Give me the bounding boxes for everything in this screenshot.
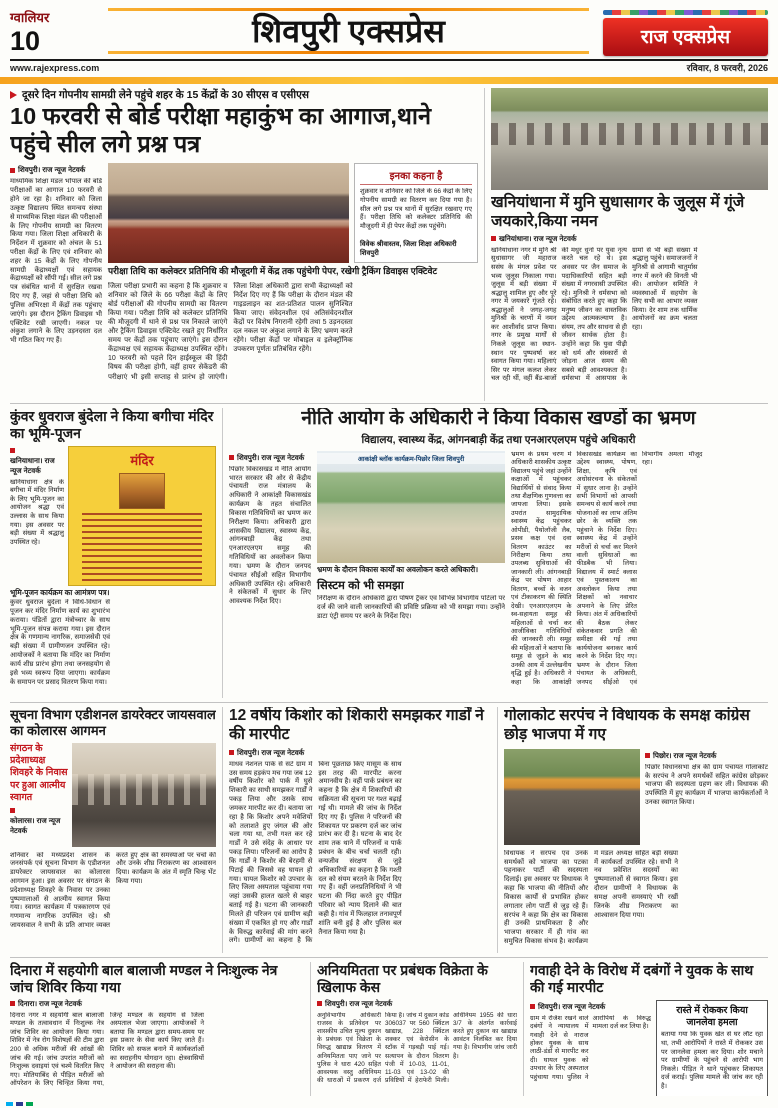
row-divider (10, 403, 768, 404)
muni-byline: खनियांधाना। राज न्यूज नेटवर्क (491, 234, 768, 244)
suchna-byline: कोलारस। राज न्यूज नेटवर्क (10, 808, 68, 836)
story-golakot-sarpanch (504, 707, 768, 953)
kicker-arrow-icon (10, 91, 17, 99)
byline-bullet-icon (10, 1001, 15, 1006)
poster-text-lines (82, 513, 202, 581)
header-rule-bar (0, 77, 778, 84)
quote-box-body: शुक्रवार व शनिवार को जिले के 66 केंद्रों के लिए गोपनीय सामग्री का वितरण कर दिया गया है। सील लगे प्रश्न पत्र थानों में सुरक्षित रखवाए गए हैं। परीक्षा तिथि को कलेक्टर प्रतिनिधि की मौजूदगी में ही पेपर केंद्रों तक पहुंचेंगे। (360, 188, 472, 230)
byline-bullet-icon (229, 455, 234, 460)
lead-main (10, 163, 478, 397)
city-block (10, 6, 94, 56)
lead-col1-text: माध्यमिक शिक्षा मंडल भोपाल की बोर्ड परीक्षाओं का आगाज 10 फरवरी से होने जा रहा है। शनिवार को जिला उत्कृष्ट विद्यालय स्थित समन्वय संस्था से माध्यमिक शिक्षा मंडल की परीक्षाओं के लिए गोपनीय सामग्री का वितरण किया गया। जिला शिक्षा अधिकारी के निर्देशन में शुक्रवार को अंचल के 51 परीक्षा केंद्रों के लिए एवं शनिवार को शहर के 15 केंद्रों के लिए गोपनीय सामग्री केंद्राध्यक्षों एवं सहायक केंद्राध्यक्षों को सौंपी गई। सील लगे प्रश्न पत्र संबंधित थानों में सुरक्षित रखवा दिए गए हैं, जहां से परीक्षा तिथि को पुलिस अभिरक्षा में केंद्रों तक पहुंचाए जाएंगे। इस दौरान ट्रैकिंग डिवाइस भी एक्टिवेट रखी जाएगी। नकल पर अंकुश लगाने के लिए उड़नदस्ता दल भी गठित किए गए हैं। (10, 178, 102, 345)
aniyam-body-text: अनुविभागीय अधिकारी राजस्व के प्रतिवेदन पर शासकीय उचित मूल्य दुकान के प्रबंधक एवं विक्रेता के विरुद्ध खाद्यान्न वितरण में अनियमितता पाए जाने पर पुलिस ने धारा 420 सहित आवश्यक वस्तु अधिनियम की धाराओं में प्रकरण दर्ज किया है। जांच में दुकान कोड 306037 पर 560 क्विंटल खाद्यान्न, 228 क्विंटल शक्कर एवं केरोसीन के स्टॉक में गड़बड़ी पाई गई। सत्यापन के दौरान वितरण पंजी में 10-03, 11-01, 11-03 एवं 13-02 की प्रविष्टियों में हेराफेरी मिली। अधिनियम 1955 की धारा 3/7 के अंतर्गत कार्रवाई करते हुए दुकान का खाद्यान्न आवंटन निलंबित कर दिया गया है। विभागीय जांच जारी है। (317, 1011, 517, 1085)
lead-right-area (108, 163, 478, 397)
page-header (10, 6, 768, 56)
website-url: www.rajexpress.com (10, 62, 100, 73)
dinara-body-text: दिनारा नगर में सहयोगी बाल बालाजी मण्डल के तत्वावधान में निःशुल्क नेत्र जांच शिविर का आयोजन किया गया। शिविर में नेत्र रोग विशेषज्ञों की टीम द्वारा 200 से अधिक मरीजों की आंखों की जांच की गई। जांच उपरांत मरीजों को निःशुल्क दवाइयां एवं चश्मे वितरित किए गए। मोतियाबिंद से पीड़ित मरीजों को ऑपरेशन के लिए चिन्हित किया गया, जिन्हें मण्डल के सहयोग से जिला अस्पताल भेजा जाएगा। आयोजकों ने बताया कि मण्डल द्वारा समय-समय पर इस प्रकार के सेवा कार्य किए जाते हैं। शिविर को सफल बनाने में कार्यकर्ताओं का सराहनीय योगदान रहा। क्षेत्रवासियों ने आयोजन की सराहना की। (10, 1011, 204, 1088)
kishor-headline: 12 वर्षीय किशोर को शिकारी समझकर गार्डों ने की मारपीट (229, 707, 484, 743)
brand-dots-icon (603, 10, 768, 15)
suchna-mid (10, 743, 216, 849)
story-niti-aayog (229, 408, 768, 698)
byline-bullet-icon (317, 1001, 322, 1006)
byline-bullet-icon (10, 448, 15, 453)
masthead-title: शिवपुरी एक्सप्रेस (252, 12, 445, 49)
golakot-side-column (645, 749, 768, 847)
photo-label: आकांक्षी ब्लॉक कार्यक्रम-पिछोर जिला शिवपुरी (317, 453, 505, 464)
masthead-bottom-bar (108, 51, 589, 54)
gawahi-mid (530, 1000, 768, 1096)
row-divider (10, 957, 768, 958)
gawahi-left-column (530, 1000, 651, 1096)
byline-bullet-icon (491, 236, 496, 241)
byline-bullet-icon (10, 808, 15, 813)
print-marks-icon (6, 1102, 33, 1106)
highlight-box (656, 1000, 768, 1096)
golakot-headline: गोलाकोट सरपंच ने विधायक के समक्ष कांग्रेस छोड़ भाजपा में गए (504, 707, 750, 743)
story-netra-shivir (10, 962, 304, 1096)
column-divider (222, 408, 223, 698)
column-divider (523, 962, 524, 1096)
muni-body-text: खनियांधाना नगर में मुनि श्री सुधासागर जी महाराज ससंघ के मंगल प्रवेश पर भव्य जुलूस निकाला गया। जुलूस में बड़ी संख्या में श्रद्धालु शामिल हुए और पूरे नगर में जयकारे गूंजते रहे। श्रद्धालुओं ने जगह-जगह मुनिश्री के चरणों में नमन कर आशीर्वाद प्राप्त किया। नगर के प्रमुख मार्गों से निकले जुलूस का स्थान-स्थान पर पुष्पवर्षा कर स्वागत किया गया। महिलाएं सिर पर मंगल कलश लेकर चल रही थीं, वहीं बैंड-बाजों की मधुर धुनों पर युवा नृत्य करते चल रहे थे। इस अवसर पर जैन समाज के पदाधिकारियों सहित बड़ी संख्या में नगरवासी उपस्थित रहे। मुनिश्री ने धर्मसभा को संबोधित करते हुए कहा कि मनुष्य जीवन का वास्तविक उद्देश्य आत्मकल्याण है। संयम, तप और साधना से ही जीवन सार्थक होता है। उन्होंने कहा कि युवा पीढ़ी को धर्म और संस्कारों से जोड़ना आज समय की सबसे बड़ी आवश्यकता है। धर्मसभा में आसपास के ग्रामों से भी बड़ी संख्या में श्रद्धालु पहुंचे। समाजजनों ने मुनिश्री से आगामी चातुर्मास नगर में करने की विनती भी की। आयोजन समिति ने व्यवस्थाओं में सहयोग के लिए सभी का आभार व्यक्त किया। देर शाम तक धार्मिक आयोजनों का क्रम चलता रहा। (491, 246, 698, 383)
lead-headline: 10 फरवरी से बोर्ड परीक्षा महाकुंभ का आगाज,थाने पहुंचे सील लगे प्रश्न पत्र (10, 103, 432, 158)
byline-bullet-icon (645, 753, 650, 758)
muni-headline: खनियांधाना में मुनि सुधासागर के जुलूस में गूंजे जयकारे,किया नमन (491, 194, 745, 230)
row-divider (10, 702, 768, 703)
story-gawahi-marpit (530, 962, 768, 1096)
temple-image (119, 473, 165, 509)
story-muni-julus (491, 88, 768, 401)
brand-logo: राज एक्सप्रेस (603, 18, 768, 56)
golakot-side-text: पिछोर विधानसभा क्षेत्र की ग्राम पंचायत गोलाकोट के सरपंच ने अपने समर्थकों सहित कांग्रेस छोड़कर भाजपा की सदस्यता ग्रहण कर ली। विधायक की उपस्थिति में हुए कार्यक्रम में भाजपा कार्यकर्ताओं ने उनका स्वागत किया। (645, 763, 768, 807)
highlight-box-title: रास्ते में रोककर किया जानलेवा हमला (676, 1004, 748, 1028)
column-divider (222, 707, 223, 953)
column-divider (310, 962, 311, 1096)
kishor-byline: शिवपुरी। राज न्यूज नेटवर्क (229, 748, 491, 758)
niti-body-text: भ्रमण के प्रथम चरण में अधिकारी शासकीय उत्कृष्ट विद्यालय पहुंचे जहां उन्होंने कक्षाओं में पहुंचकर विद्यार्थियों से संवाद किया तथा शैक्षणिक गुणवत्ता का जायजा लिया। इसके उपरांत सामुदायिक स्वास्थ्य केंद्र पहुंचकर ओपीडी, पैथोलॉजी लैब, प्रसव कक्ष एवं दवा वितरण काउंटर का निरीक्षण किया तथा उपलब्ध सुविधाओं की जानकारी ली। आंगनबाड़ी केंद्र पर पोषण आहार वितरण, बच्चों के वजन एवं टीकाकरण की स्थिति देखी। एनआरएलएम के स्व-सहायता समूह की महिलाओं से चर्चा कर आजीविका गतिविधियों की जानकारी ली। समूह की महिलाओं ने बताया कि समूह से जुड़ने के बाद उनकी आय में उल्लेखनीय वृद्धि हुई है। अधिकारी ने कहा कि आकांक्षी विकासखंड कार्यक्रम का उद्देश्य स्वास्थ्य, पोषण, शिक्षा, कृषि एवं अधोसंरचना के संकेतकों में सुधार लाना है। उन्होंने सभी विभागों को आपसी समन्वय से कार्य करने तथा योजनाओं का लाभ अंतिम छोर के व्यक्ति तक पहुंचाने के निर्देश दिए। स्वास्थ्य केंद्र में उन्होंने मरीजों से चर्चा कर मिलने वाली सुविधाओं का फीडबैक भी लिया। विद्यालय में स्मार्ट क्लास एवं पुस्तकालय का अवलोकन किया तथा शिक्षकों को नवाचार अपनाने के लिए प्रेरित किया। अंत में अधिकारियों की बैठक लेकर संकेतकवार प्रगति की समीक्षा की गई तथा कार्ययोजना बनाकर कार्य करने के निर्देश दिए गए। भ्रमण के दौरान जिला पंचायत के अधिकारी, जनपद सीईओ एवं विभागीय अमला मौजूद रहा। (511, 450, 703, 686)
lead-byline: शिवपुरी। राज न्यूज नेटवर्क (10, 165, 102, 175)
niti-col1-text: पिछोर विकासखंड में नीति आयोग भारत सरकार की ओर से केंद्रीय पंचायती राज मंत्रालय के अधिकारी ने आकांक्षी विकासखंड कार्यक्रम के तहत संचालित विकास गतिविधियों का भ्रमण कर निरीक्षण किया। अधिकारी द्वारा शासकीय विद्यालय, स्वास्थ्य केंद्र, आंगनबाड़ी केंद्र तथा एनआरएलएम समूह की गतिविधियों का अवलोकन किया गया। भ्रमण के दौरान जनपद पंचायत सीईओ सहित विभागीय अधिकारी उपस्थित रहे। अधिकारी ने संकेतकों में सुधार के लिए आवश्यक निर्देश दिए। (229, 465, 311, 606)
quote-box (354, 163, 478, 263)
highlight-box-text: बताया गया कि युवक खेत से घर लौट रहा था, तभी आरोपियों ने रास्ते में रोककर उस पर जानलेवा हमला कर दिया। शोर मचाने पर ग्रामीणों के पहुंचने से आरोपी भाग निकले। पीड़ित ने थाने पहुंचकर शिकायत दर्ज कराई। पुलिस मामले की जांच कर रही है। (661, 1031, 763, 1090)
kicker-text: दूसरे दिन गोपनीय सामग्री लेने पहुंचे शहर के 15 केंद्रों के 30 सीएस व एसीएस (22, 89, 309, 101)
story-bhumi-pujan (10, 408, 216, 698)
bjp-joining-photo (504, 749, 640, 845)
poster-caption: भूमि-पूजन कार्यक्रम का आमंत्रण पत्र। (10, 587, 110, 597)
golakot-body-text: विधायक ने सरपंच एवं उनके समर्थकों को भाजपा का पटका पहनाकर पार्टी की सदस्यता दिलाई। इस अवसर पर विधायक ने कहा कि भाजपा की नीतियों और विकास कार्यों से प्रभावित होकर लगातार लोग पार्टी से जुड़ रहे हैं। सरपंच ने कहा कि क्षेत्र का विकास ही उनकी प्राथमिकता है और भाजपा सरकार में ही गांव का समुचित विकास संभव है। कार्यक्रम में मंडल अध्यक्ष सहित बड़ी संख्या में कार्यकर्ता उपस्थित रहे। सभी ने नव प्रवेशित सदस्यों का पुष्पमालाओं से स्वागत किया। इस दौरान ग्रामीणों ने विधायक के समक्ष अपनी समस्याएं भी रखीं जिनके शीघ्र निराकरण का आश्वासन दिया गया। (504, 849, 678, 946)
welcome-group-photo (72, 743, 216, 847)
suchna-headline: सूचना विभाग एडीशनल डायरेक्टर जायसवाल का कोलारस आगमन (10, 707, 216, 739)
golakot-mid (504, 749, 768, 847)
lead-photo-caption: परीक्षा तिथि का कलेक्टर प्रतिनिधि की मौजूदगी में केंद्र तक पहुंचेगी पेपर, रखेगी ट्रैकिंग डिवाइस एक्टिवेट (108, 266, 438, 277)
niti-headline: नीति आयोग के अधिकारी ने किया विकास खण्डों का भ्रमण (301, 408, 696, 429)
story-aniyamitata-case (317, 962, 517, 1096)
golakot-byline: पिछोर। राज न्यूज नेटवर्क (645, 751, 768, 761)
city-name: ग्वालियर (10, 10, 50, 25)
kunwar-byline: खनियाधाना। राज न्यूज नेटवर्क (10, 448, 64, 476)
gawahi-byline: शिवपुरी। राज न्यूज नेटवर्क (530, 1002, 651, 1012)
suchna-side-column (10, 743, 68, 849)
edition-date: रविवार, 8 फरवरी, 2026 (686, 63, 768, 73)
masthead (94, 6, 603, 56)
gawahi-headline: गवाही देने के विरोध में दबंगों ने युवक के साथ की गई मारपीट (530, 962, 754, 996)
column-divider (484, 88, 485, 401)
quote-box-attribution: विवेक श्रीवास्तव, जिला शिक्षा अधिकारी शिवपुरी (360, 241, 457, 257)
gawahi-body-text: ग्राम में रंजिश रखने वाले दबंगों ने न्यायालय में गवाही देने से नाराज होकर युवक के साथ लाठी-डंडों से मारपीट कर दी। घायल युवक को उपचार के लिए अस्पताल पहुंचाया गया। पुलिस ने आरोपियों के विरुद्ध मामला दर्ज कर लिया है। (530, 1014, 651, 1081)
niti-subhead: विद्यालय, स्वास्थ्य केंद्र, आंगनबाड़ी केंद्र तथा एनआरएलएम पहुंचे अधिकारी (361, 433, 636, 446)
niti-grid (229, 451, 768, 693)
aniyam-headline: अनियमितता पर प्रबंधक विक्रेता के खिलाफ केस (317, 962, 488, 996)
niti-byline: शिवपुरी। राज न्यूज नेटवर्क (229, 453, 311, 463)
kunwar-mid (10, 446, 216, 586)
subheader-row (10, 59, 768, 74)
invitation-poster-photo (68, 446, 216, 586)
brand-block (603, 6, 768, 56)
poster-title: मंदिर (130, 452, 154, 468)
suchna-red-subhead: संगठन के प्रदेशाध्यक्ष शिवहरे के निवास पर हुआ आत्मीय स्वागत (10, 742, 68, 803)
niti-substory-text: निरीक्षण के दौरान अधिकारी द्वारा पोषण ट्रैकर एवं विभिन्न विभागीय पोर्टलों पर दर्ज की जाने वाली जानकारियों की प्रविष्टि प्रक्रिया को भी समझा गया। उन्होंने डाटा एंट्री समय पर करने के निर्देश दिए। (317, 595, 505, 620)
kunwar-side-text: खनियाधाना क्षेत्र के बगीचा में मंदिर निर्माण के लिए भूमि-पूजन का आयोजन श्रद्धा एवं उल्लास के साथ किया गया। इस अवसर पर बड़ी संख्या में श्रद्धालु उपस्थित रहे। (10, 478, 64, 546)
niti-substory-title: सिस्टम को भी समझा (317, 580, 404, 593)
story-suchna-vibhag (10, 707, 216, 953)
byline-bullet-icon (10, 168, 15, 173)
aniyam-byline: शिवपुरी। राज न्यूज नेटवर्क (317, 999, 517, 1009)
byline-bullet-icon (530, 1004, 535, 1009)
procession-photo (491, 88, 768, 190)
niti-first-column (229, 451, 311, 693)
exam-material-distribution-photo (108, 163, 349, 263)
suchna-body-text: शनिवार को मध्यप्रदेश शासन के जनसंपर्क एवं सूचना विभाग के एडीशनल डायरेक्टर जायसवाल का कोलारस आगमन हुआ। इस अवसर पर संगठन के प्रदेशाध्यक्ष शिवहरे के निवास पर उनका पुष्पमालाओं से आत्मीय स्वागत किया गया। स्वागत कार्यक्रम में पत्रकारगण एवं गणमान्य नागरिक उपस्थित रहे। श्री जायसवाल ने सभी के प्रति आभार व्यक्त करते हुए क्षेत्र की समस्याओं पर चर्चा की और उनके शीघ्र निराकरण का आश्वासन दिया। कार्यक्रम के अंत में स्मृति चिन्ह भेंट किया गया। (10, 851, 216, 930)
dinara-byline: दिनारा। राज न्यूज नेटवर्क (10, 999, 304, 1009)
niti-photo-caption: भ्रमण के दौरान विकास कार्यों का अवलोकन करते अधिकारी। (317, 564, 479, 574)
kunwar-body-text: कुंवर धुवराज बुंदेला ने विधि-विधान से पूजन कर मंदिर निर्माण कार्य का शुभारंभ कराया। पंडितों द्वारा मंत्रोच्चार के साथ भूमि-पूजन संपन्न कराया गया। इस दौरान क्षेत्र के गणमान्य नागरिक, समाजसेवी एवं बड़ी संख्या में ग्रामीणजन उपस्थित रहे। आयोजकों ने बताया कि मंदिर का निर्माण कार्य शीघ्र प्रारंभ होगा तथा जनसहयोग से इसे भव्य स्वरूप दिया जाएगा। कार्यक्रम के समापन पर प्रसाद वितरण किया गया। (10, 599, 110, 686)
page-number: 10 (10, 26, 41, 56)
column-divider (497, 707, 498, 953)
byline-bullet-icon (229, 750, 234, 755)
niti-photo-column (317, 451, 505, 693)
kishor-body-text: माधव नेशनल पार्क से सटे ग्राम में उस समय हड़कंप मच गया जब 12 वर्षीय किशोर को पार्क में घुसे शिकारी का साथी समझकर गार्डों ने पकड़ लिया और उसके साथ जमकर मारपीट कर दी। बताया जा रहा है कि किशोर अपने मवेशियों को तलाशते हुए जंगल की ओर चला गया था, तभी गश्त कर रहे गार्डों ने उसे संदेह के आधार पर पकड़ लिया। परिजनों का आरोप है कि गार्डों ने किशोर की बेरहमी से पिटाई की जिससे वह घायल हो गया। घायल किशोर को उपचार के लिए जिला अस्पताल पहुंचाया गया जहां उसकी हालत खतरे से बाहर बताई गई है। घटना की जानकारी मिलते ही परिजन एवं ग्रामीण बड़ी संख्या में एकत्रित हो गए और गार्डों के विरुद्ध कार्रवाई की मांग करने लगे। ग्रामीणों का कहना है कि बिना पूछताछ किए मासूम के साथ इस तरह की मारपीट करना अमानवीय है। वहीं पार्क प्रबंधन का कहना है कि क्षेत्र में शिकारियों की सक्रियता की सूचना पर गश्त बढ़ाई गई थी। मामले की जांच के निर्देश दिए गए हैं। पुलिस ने परिजनों की शिकायत पर प्रकरण दर्ज कर जांच प्रारंभ कर दी है। घटना के बाद देर शाम तक थाने में परिजनों व पार्क प्रबंधन के बीच चर्चा चलती रही। वन्यजीव संरक्षण से जुड़े अधिकारियों का कहना है कि गश्ती दल को संयम बरतने के निर्देश दिए गए हैं। वहीं जनप्रतिनिधियों ने भी घटना की निंदा करते हुए पीड़ित परिवार को न्याय दिलाने की बात कही है। गांव में फिलहाल तनावपूर्ण शांति बनी हुई है और पुलिस बल तैनात किया गया है। (229, 760, 402, 945)
lead-first-column (10, 163, 102, 397)
story-kishor-marpit (229, 707, 491, 953)
kunwar-headline: कुंवर धुवराज बुंदेला ने किया बगीचा मंदिर का भूमि-पूजन (10, 408, 214, 442)
story-board-exam (10, 88, 478, 401)
kunwar-side-column (10, 446, 64, 586)
dinara-headline: दिनारा में सहयोगी बाल बालाजी मण्डल ने निःशुल्क नेत्र जांच शिविर किया गया (10, 962, 278, 996)
lead-photo-row (108, 163, 478, 263)
kicker-row (10, 88, 478, 102)
block-visit-photo (317, 451, 505, 563)
lead-body-text: जिला परीक्षा प्रभारी का कहना है कि शुक्रवार व शनिवार को जिले के 66 परीक्षा केंद्रों के लिए बोर्ड परीक्षाओं की गोपनीय सामग्री का वितरण किया गया। परीक्षा तिथि को कलेक्टर प्रतिनिधि की मौजूदगी में थाने से प्रश्न पत्र निकाले जाएंगे और ट्रैकिंग डिवाइस एक्टिवेट रखते हुए निर्धारित समय पर केंद्रों तक पहुंचाए जाएंगे। इस दौरान केंद्राध्यक्ष एवं सहायक केंद्राध्यक्ष उपस्थित रहेंगे। 10 फरवरी को पहले दिन हाईस्कूल की हिंदी विषय की परीक्षा होगी, वहीं हायर सेकेंडरी की परीक्षाएं भी इसी सप्ताह से प्रारंभ हो जाएंगी। जिला शिक्षा अधिकारी द्वारा सभी केंद्राध्यक्षों को निर्देश दिए गए हैं कि परीक्षा के दौरान मंडल की गाइडलाइन का शत-प्रतिशत पालन सुनिश्चित किया जाए। संवेदनशील एवं अतिसंवेदनशील केंद्रों पर विशेष निगरानी रहेगी तथा 5 उड़नदस्ता दल नकल पर अंकुश लगाने के लिए भ्रमण करते रहेंगे। परीक्षा केंद्रों पर मोबाइल व इलेक्ट्रॉनिक उपकरण पूर्णतः प्रतिबंधित रहेंगे। (108, 282, 353, 381)
quote-box-title: इनका कहना है (360, 168, 472, 185)
